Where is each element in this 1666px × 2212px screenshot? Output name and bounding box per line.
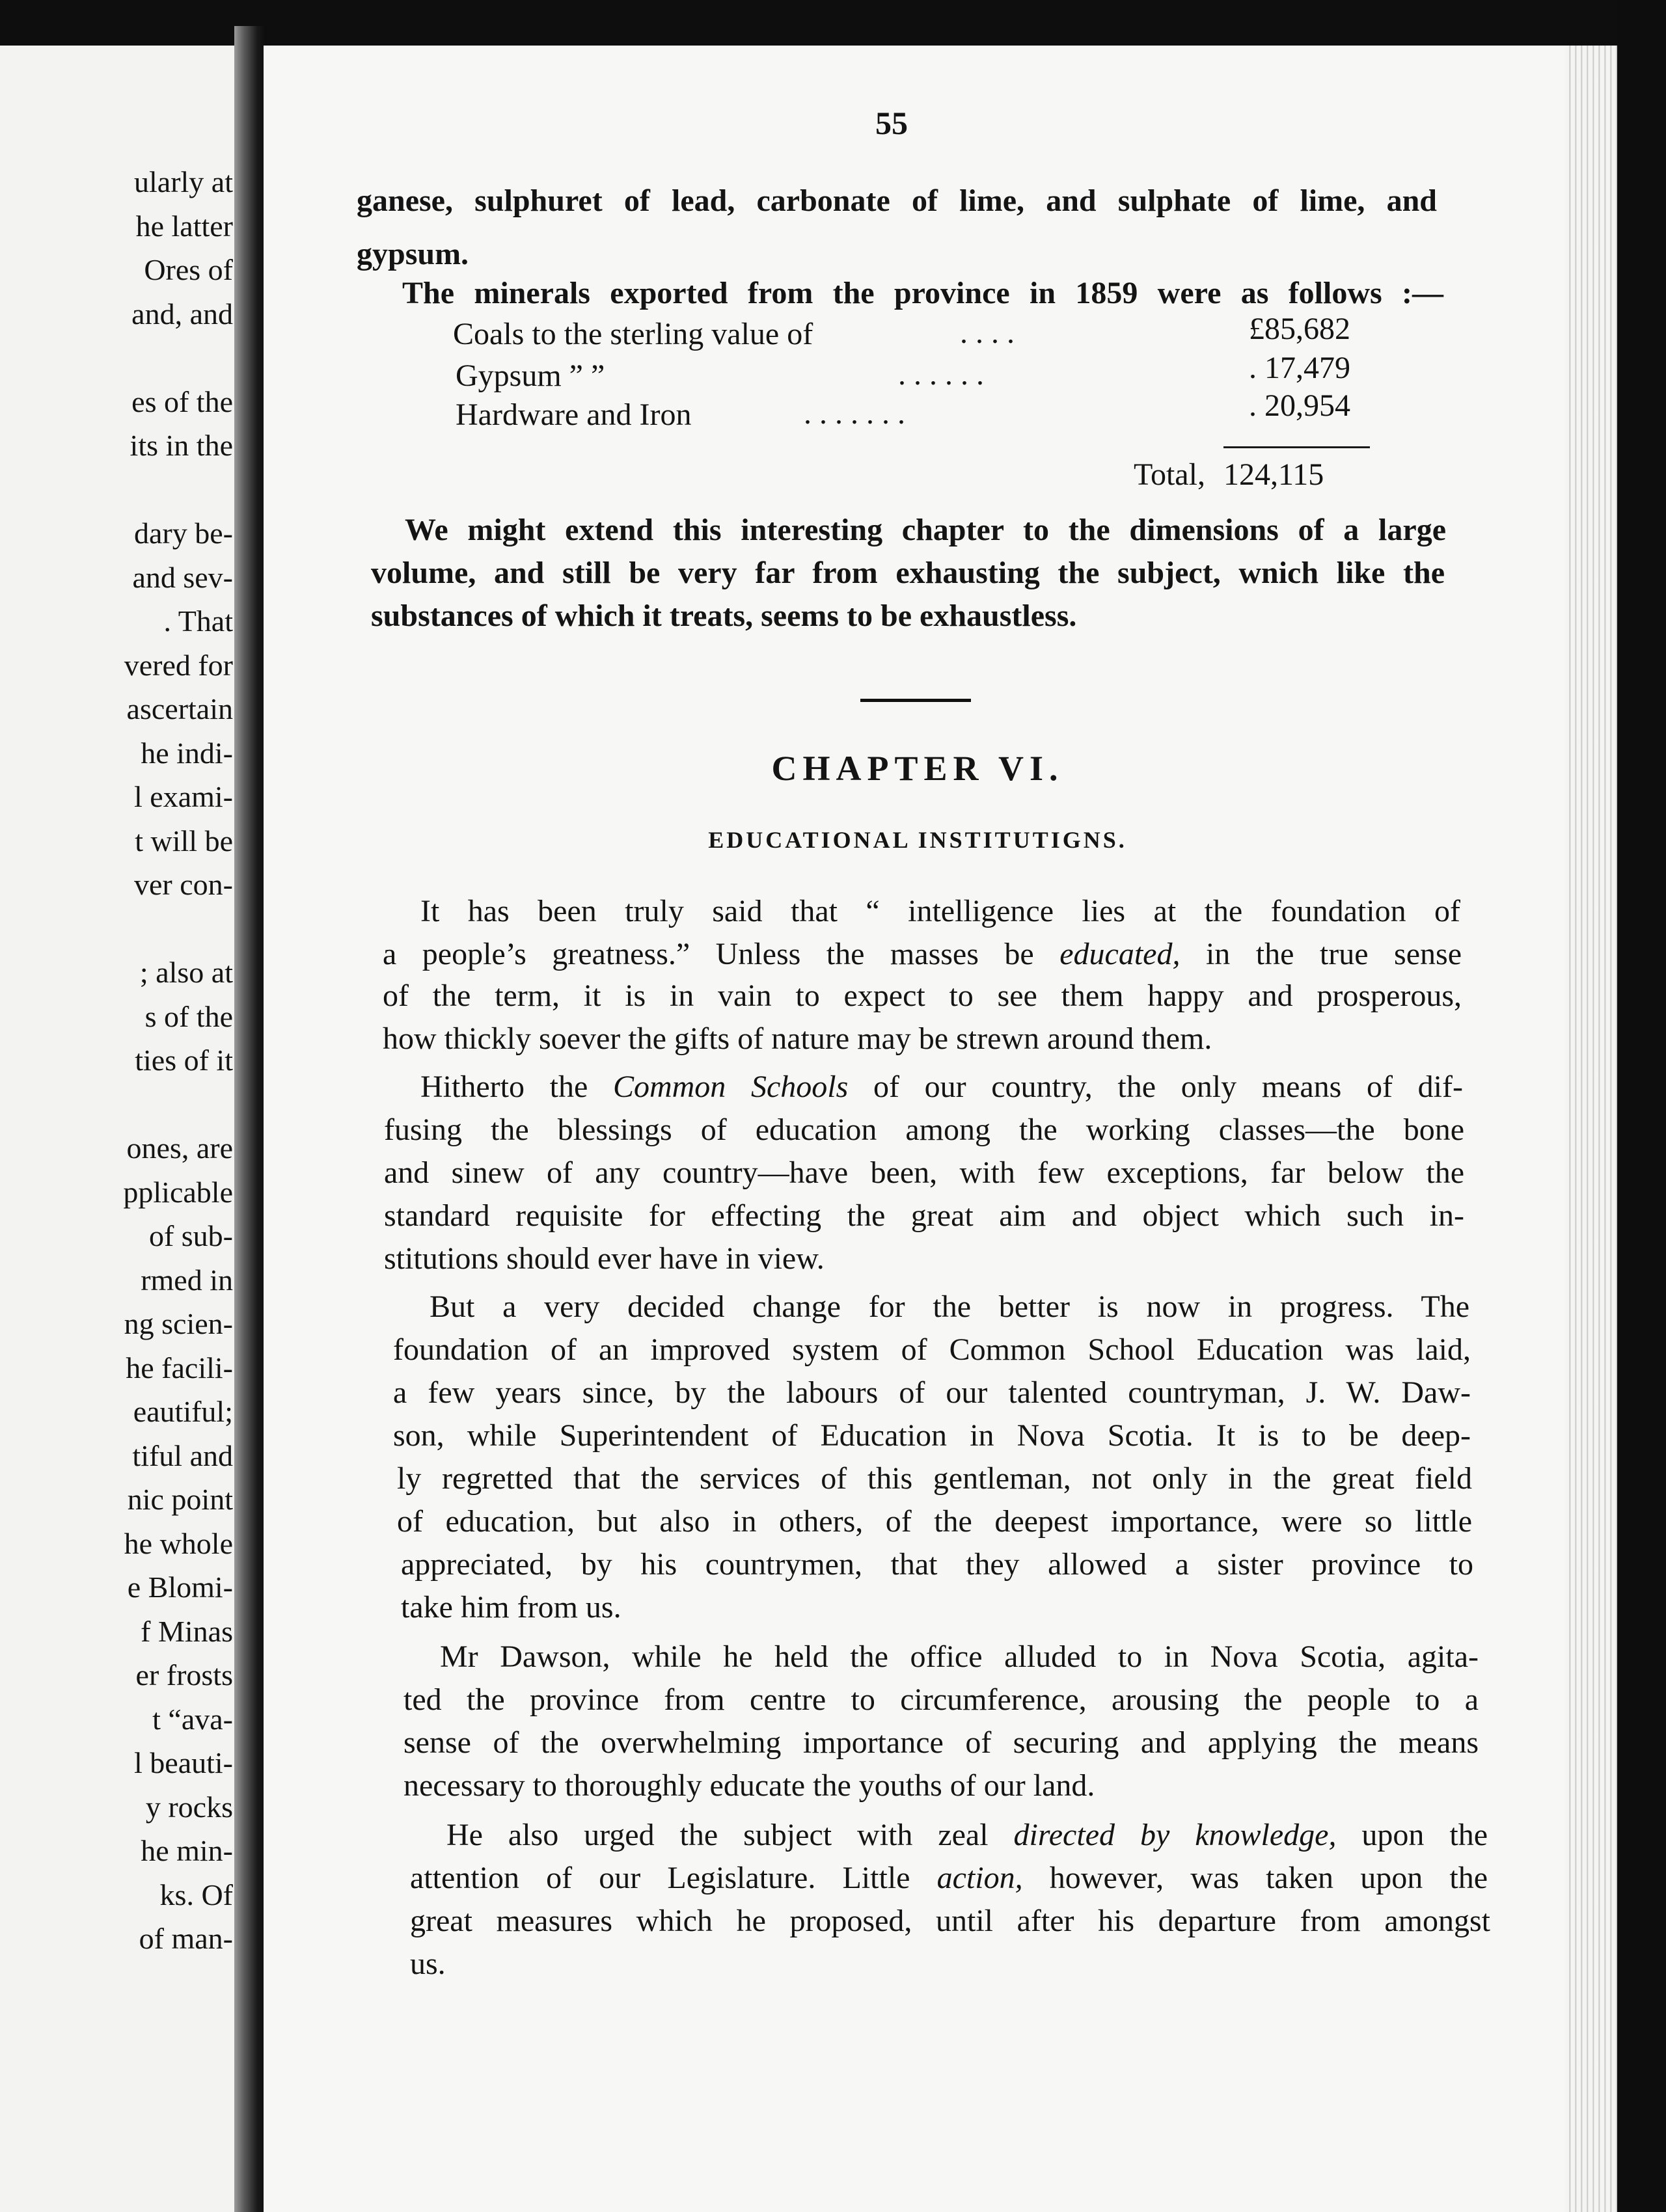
previous-page-line: Ores of [144,253,233,286]
previous-page-line: ones, are [126,1131,233,1165]
previous-page-line: ularly at [134,165,233,198]
dot-leader: . . . . . . [898,357,984,392]
dot-leader: . . . . . . . [804,396,905,431]
previous-page-line: f Minas [141,1614,233,1648]
text-line: foundation of an improved system of Common School Education was laid, [393,1332,1471,1367]
text-line: a few years since, by the labours of our talented countryman, J. W. Daw- [393,1375,1471,1410]
total-label: Total, [1134,457,1205,492]
mineral-name: Hardware and Iron [456,398,692,432]
previous-page-line: of sub- [148,1219,233,1252]
previous-page-line: he latter [135,209,233,243]
text-line: great measures which he proposed, until after his departure from amongst [410,1904,1490,1938]
page-number: 55 [875,105,908,141]
previous-page-line: y rocks [145,1790,233,1824]
text-line: a people’s greatness.” Unless the masses be educated, in the true sense [383,937,1462,971]
mineral-amount: . 17,479 [1249,351,1350,385]
text-line: sense of the overwhelming importance of securing and applying the means [403,1725,1479,1760]
previous-page-line: ascertain [126,692,233,725]
total-value: 124,115 [1223,457,1324,492]
text-line: But a very decided change for the better is now in progress. The [430,1289,1469,1324]
previous-page-line: and, and [131,297,233,330]
previous-page-line: . That [163,604,233,638]
previous-page-line: nic point [127,1483,233,1516]
chapter-title: CHAPTER VI. [771,749,1064,788]
mineral-name: Gypsum ” ” [456,358,605,393]
previous-page-line: l beauti- [134,1746,233,1779]
previous-page-line: ver con- [134,868,233,901]
previous-page-line: ng scien- [124,1307,233,1340]
sum-rule [1223,446,1370,448]
previous-page-line: rmed in [141,1263,233,1297]
text-line: volume, and still be very far from exhausting the subject, wnich like the [371,556,1445,590]
text-line: and sinew of any country—have been, with few exceptions, far below the [384,1155,1464,1190]
text-line: Mr Dawson, while he held the office alluded to in Nova Scotia, agita- [440,1639,1479,1674]
page-gutter [234,26,267,2212]
text-line: how thickly soever the gifts of nature may be strewn around them. [383,1021,1212,1056]
previous-page-line: ks. Of [159,1878,233,1911]
text-line: ganese, sulphuret of lead, carbonate of lime, and sulphate of lime, and [357,183,1437,218]
previous-page-line: and sev- [132,560,233,594]
previous-page-line: tiful and [132,1438,233,1472]
previous-page-line: he indi- [141,736,233,770]
previous-page-line: s of the [144,999,233,1033]
text-line: It has been truly said that “ intelligence lies at the foundation of [420,894,1460,928]
previous-page-line: er frosts [135,1658,233,1692]
text-line: standard requisite for effecting the great aim and object which such in- [384,1198,1464,1233]
text-line: Hitherto the Common Schools of our country, the only means of dif- [420,1070,1463,1104]
scan-border [1617,0,1666,2212]
previous-page-line: ; also at [139,956,233,989]
text-line: son, while Superintendent of Education in Nova Scotia. It is to be deep- [393,1418,1471,1453]
chapter-subtitle: EDUCATIONAL INSTITUTIGNS. [708,827,1127,853]
text-line: necessary to thoroughly educate the youths of our land. [403,1768,1095,1803]
previous-page-line: l exami- [134,780,233,813]
previous-page-line: dary be- [134,517,233,550]
previous-page-line: its in the [130,429,233,462]
previous-page-line: he facili- [126,1351,233,1384]
previous-page-line: es of the [131,384,233,418]
text-line: take him from us. [401,1590,621,1625]
mineral-name: Coals to the sterling value of [453,317,813,351]
page-edge-stack [1565,46,1617,2212]
text-line: of the term, it is in vain to expect to see them happy and prosperous, [383,978,1462,1013]
chapter-divider [860,699,971,702]
text-line: fusing the blessings of education among the working classes—the bone [384,1113,1464,1147]
dot-leader: . . . . [960,316,1015,350]
previous-page-line: pplicable [123,1175,233,1209]
previous-page-line: t will be [135,824,233,857]
previous-page-line: vered for [124,648,233,682]
previous-page-line: of man- [139,1922,233,1955]
previous-page-fragment [0,46,241,2212]
previous-page-line: t “ava- [152,1702,233,1736]
mineral-amount: . 20,954 [1249,388,1350,423]
text-line: ly regretted that the services of this gentleman, not only in the great field [397,1461,1472,1496]
text-line: us. [410,1947,446,1981]
text-line: of education, but also in others, of the deepest importance, were so little [397,1504,1472,1539]
text-line: He also urged the subject with zeal directed by knowledge, upon the [446,1818,1488,1852]
minerals-intro: The minerals exported from the province in 1859 were as follows :— [402,276,1443,310]
text-line: stitutions should ever have in view. [384,1241,825,1276]
previous-page-line: e Blomi- [127,1571,233,1604]
previous-page-line: eautiful; [133,1395,233,1428]
text-line: gypsum. [357,237,469,271]
mineral-amount: £85,682 [1249,312,1350,346]
previous-page-line: he whole [124,1526,233,1560]
previous-page-line: ties of it [135,1044,233,1077]
previous-page-line: he min- [141,1834,233,1867]
text-line: attention of our Legislature. Little action, however, was taken upon the [410,1861,1488,1895]
text-line: We might extend this interesting chapter to the dimensions of a large [405,513,1446,547]
text-line: ted the province from centre to circumference, arousing the people to a [403,1682,1479,1717]
text-line: appreciated, by his countrymen, that they allowed a sister province to [401,1547,1473,1582]
text-line: substances of which it treats, seems to be exhaustless. [371,599,1077,633]
